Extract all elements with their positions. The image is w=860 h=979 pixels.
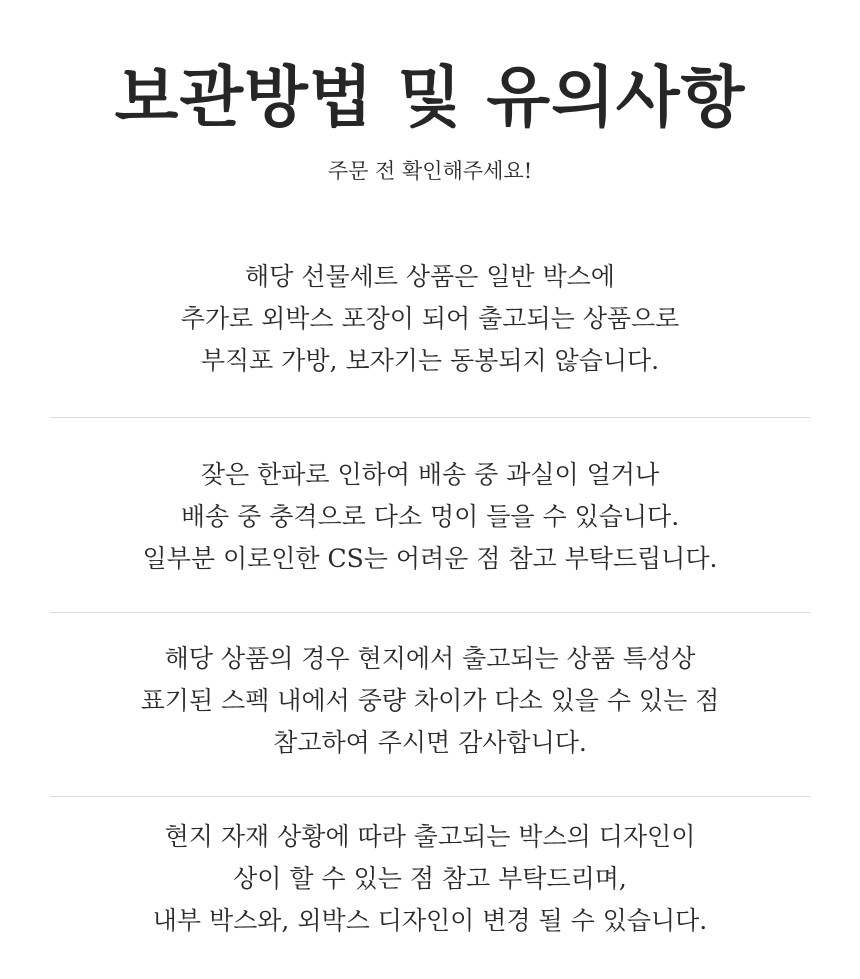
notice-line: 추가로 외박스 포장이 되어 출고되는 상품으로 [180, 304, 680, 333]
notice-box-design [0, 816, 860, 942]
notice-cold-damage [0, 454, 860, 580]
section-divider [50, 417, 810, 418]
page-title: 보관방법 및 유의사항 [114, 58, 746, 136]
notice-line: 부직포 가방, 보자기는 동봉되지 않습니다. [200, 346, 660, 375]
section-divider [50, 796, 810, 797]
notice-weight-variance [0, 638, 860, 764]
notice-line: 일부분 이로인한 CS는 어려운 점 참고 부탁드립니다. [142, 544, 718, 573]
page-subtitle: 주문 전 확인해주세요! [327, 159, 533, 183]
notice-line: 내부 박스와, 외박스 디자인이 변경 될 수 있습니다. [152, 906, 708, 935]
notice-line: 배송 중 충격으로 다소 멍이 들을 수 있습니다. [180, 502, 680, 531]
notice-line: 해당 상품의 경우 현지에서 출고되는 상품 특성상 [164, 644, 696, 673]
notice-line: 잦은 한파로 인하여 배송 중 과실이 얼거나 [200, 460, 660, 489]
notice-gift-packaging [0, 256, 860, 382]
notice-line: 현지 자재 상황에 따라 출고되는 박스의 디자인이 [164, 822, 696, 851]
section-divider [50, 612, 810, 613]
notice-line: 상이 할 수 있는 점 참고 부탁드리며, [233, 864, 627, 893]
notice-line: 해당 선물세트 상품은 일반 박스에 [245, 262, 615, 291]
notice-line: 참고하여 주시면 감사합니다. [273, 728, 587, 757]
notice-line: 표기된 스펙 내에서 중량 차이가 다소 있을 수 있는 점 [140, 686, 720, 715]
